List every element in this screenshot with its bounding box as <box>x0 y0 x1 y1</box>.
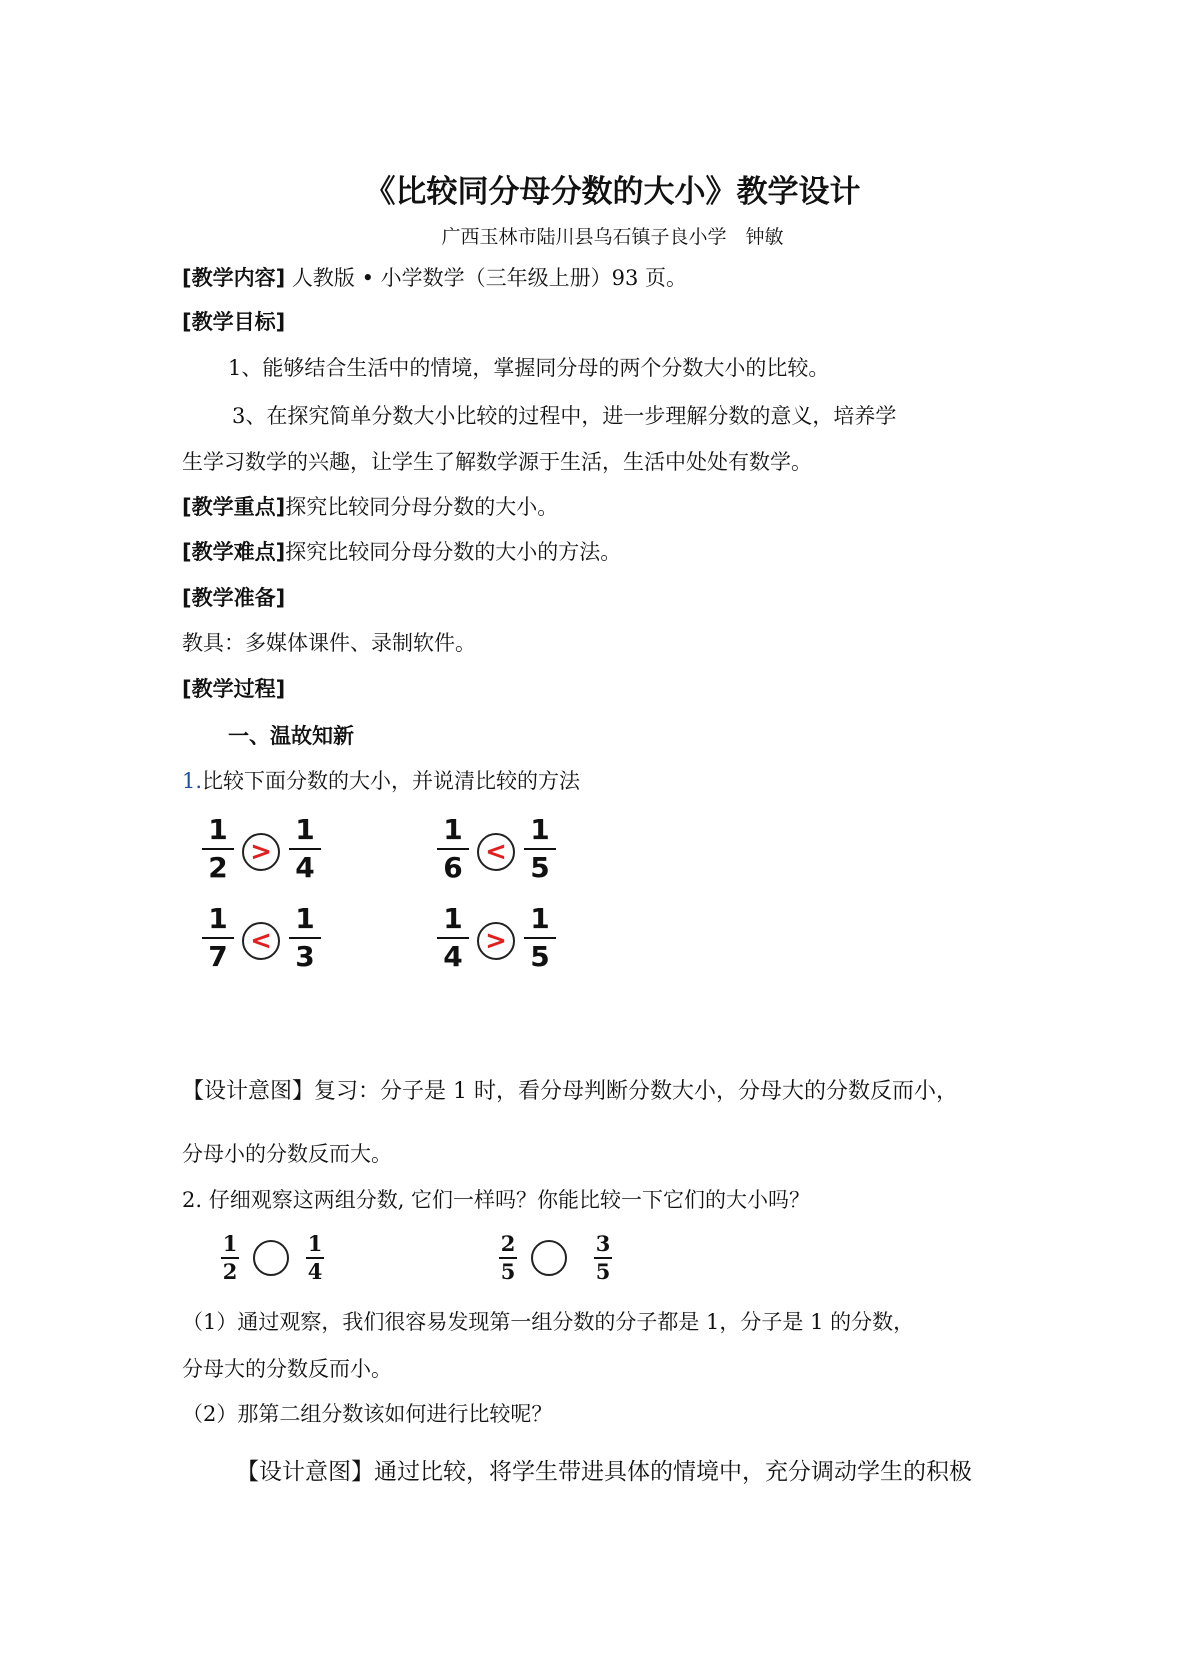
design-intent-1-line2: 分母小的分数反而大。 <box>182 1142 392 1166</box>
question-1-text: 比较下面分数的大小，并说清比较的方法 <box>202 769 581 793</box>
difficulty-text: 探究比较同分母分数的大小的方法。 <box>285 540 622 564</box>
difficulty-line <box>182 536 621 566</box>
denominator: 4 <box>307 1258 323 1284</box>
numerator: 2 <box>500 1231 516 1256</box>
design-intent-2-text: 通过比较，将学生带进具体的情境中，充分调动学生的积极 <box>374 1459 972 1485</box>
process-label: [教学过程] <box>182 677 286 701</box>
question-2: 2. 仔细观察这两组分数, 它们一样吗？你能比较一下它们的大小吗？ <box>182 1188 811 1212</box>
comparison-blank-circle <box>531 1240 567 1276</box>
goals-label: [教学目标] <box>182 310 286 334</box>
fraction-right <box>303 1233 327 1283</box>
key-point-line <box>182 491 558 521</box>
fraction-bar <box>289 937 321 939</box>
numerator: 1 <box>530 902 550 935</box>
fraction-left <box>200 815 236 883</box>
observation-1-line2: 分母大的分数反而小。 <box>182 1357 392 1381</box>
fraction-left <box>496 1233 520 1283</box>
denominator: 5 <box>500 1258 516 1284</box>
fraction-bar <box>289 848 321 850</box>
fraction-bar <box>202 848 234 850</box>
prep-label: [教学准备] <box>182 586 286 610</box>
numerator: 1 <box>295 902 315 935</box>
fraction-right <box>287 904 323 972</box>
fraction-bar <box>437 848 469 850</box>
goal-item-3-line1: 3、在探究简单分数大小比较的过程中，进一步理解分数的意义，培养学 <box>232 404 897 428</box>
denominator: 3 <box>295 940 315 973</box>
comparison-sign: > <box>477 922 515 960</box>
document-title: 《比较同分母分数的大小》教学设计 <box>364 174 861 210</box>
observation-2: （2）那第二组分数该如何进行比较呢？ <box>182 1402 553 1426</box>
goal-item-1: 1、能够结合生活中的情境，掌握同分母的两个分数大小的比较。 <box>228 356 830 380</box>
prep-text: 教具：多媒体课件、录制软件。 <box>182 631 476 655</box>
numerator: 1 <box>443 902 463 935</box>
comparison-sign: < <box>477 833 515 871</box>
design-intent-2-label: 【设计意图】 <box>236 1459 374 1485</box>
fraction-bar <box>437 937 469 939</box>
content-label: [教学内容] <box>182 266 286 290</box>
denominator: 2 <box>222 1258 238 1284</box>
comparison-sign: < <box>242 922 280 960</box>
denominator: 7 <box>208 940 228 973</box>
numerator: 1 <box>208 813 228 846</box>
denominator: 5 <box>530 851 550 884</box>
content-line <box>182 262 687 292</box>
fraction-right <box>522 904 558 972</box>
section-1-heading: 一、温故知新 <box>228 724 354 748</box>
design-intent-1-line1 <box>182 1074 958 1105</box>
numerator: 1 <box>307 1231 323 1256</box>
numerator: 1 <box>295 813 315 846</box>
fraction-bar <box>524 937 556 939</box>
fraction-left <box>435 904 471 972</box>
observation-1-line1: （1）通过观察，我们很容易发现第一组分数的分子都是 1，分子是 1 的分数， <box>182 1310 915 1334</box>
numerator: 1 <box>208 902 228 935</box>
numerator: 1 <box>443 813 463 846</box>
fraction-left <box>218 1233 242 1283</box>
design-intent-1-label: 【设计意图】 <box>182 1079 315 1104</box>
difficulty-label: [教学难点] <box>182 540 286 564</box>
comparison-sign: > <box>242 833 280 871</box>
design-intent-1-text: 复习：分子是 1 时，看分母判断分数大小，分母大的分数反而小， <box>314 1079 959 1104</box>
numerator: 1 <box>222 1231 238 1256</box>
key-point-label: [教学重点] <box>182 495 286 519</box>
fraction-right <box>591 1233 615 1283</box>
denominator: 5 <box>530 940 550 973</box>
numerator: 1 <box>530 813 550 846</box>
fraction-right <box>287 815 323 883</box>
denominator: 5 <box>595 1258 611 1284</box>
denominator: 4 <box>295 851 315 884</box>
content-text: 人教版 • 小学数学（三年级上册）93 页。 <box>291 266 688 290</box>
fraction-bar <box>202 937 234 939</box>
design-intent-2 <box>236 1453 972 1486</box>
comparison-blank-circle <box>253 1240 289 1276</box>
author-line: 广西玉林市陆川县乌石镇子良小学 钟敏 <box>441 226 784 248</box>
denominator: 4 <box>443 940 463 973</box>
denominator: 6 <box>443 851 463 884</box>
goal-item-3-line2: 生学习数学的兴趣，让学生了解数学源于生活，生活中处处有数学。 <box>182 450 812 474</box>
numerator: 3 <box>595 1231 611 1256</box>
fraction-right <box>522 815 558 883</box>
fraction-bar <box>524 848 556 850</box>
key-point-text: 探究比较同分母分数的大小。 <box>285 495 559 519</box>
question-1-number: 1. <box>182 769 203 793</box>
question-1 <box>182 765 580 795</box>
fraction-left <box>200 904 236 972</box>
fraction-left <box>435 815 471 883</box>
denominator: 2 <box>208 851 228 884</box>
